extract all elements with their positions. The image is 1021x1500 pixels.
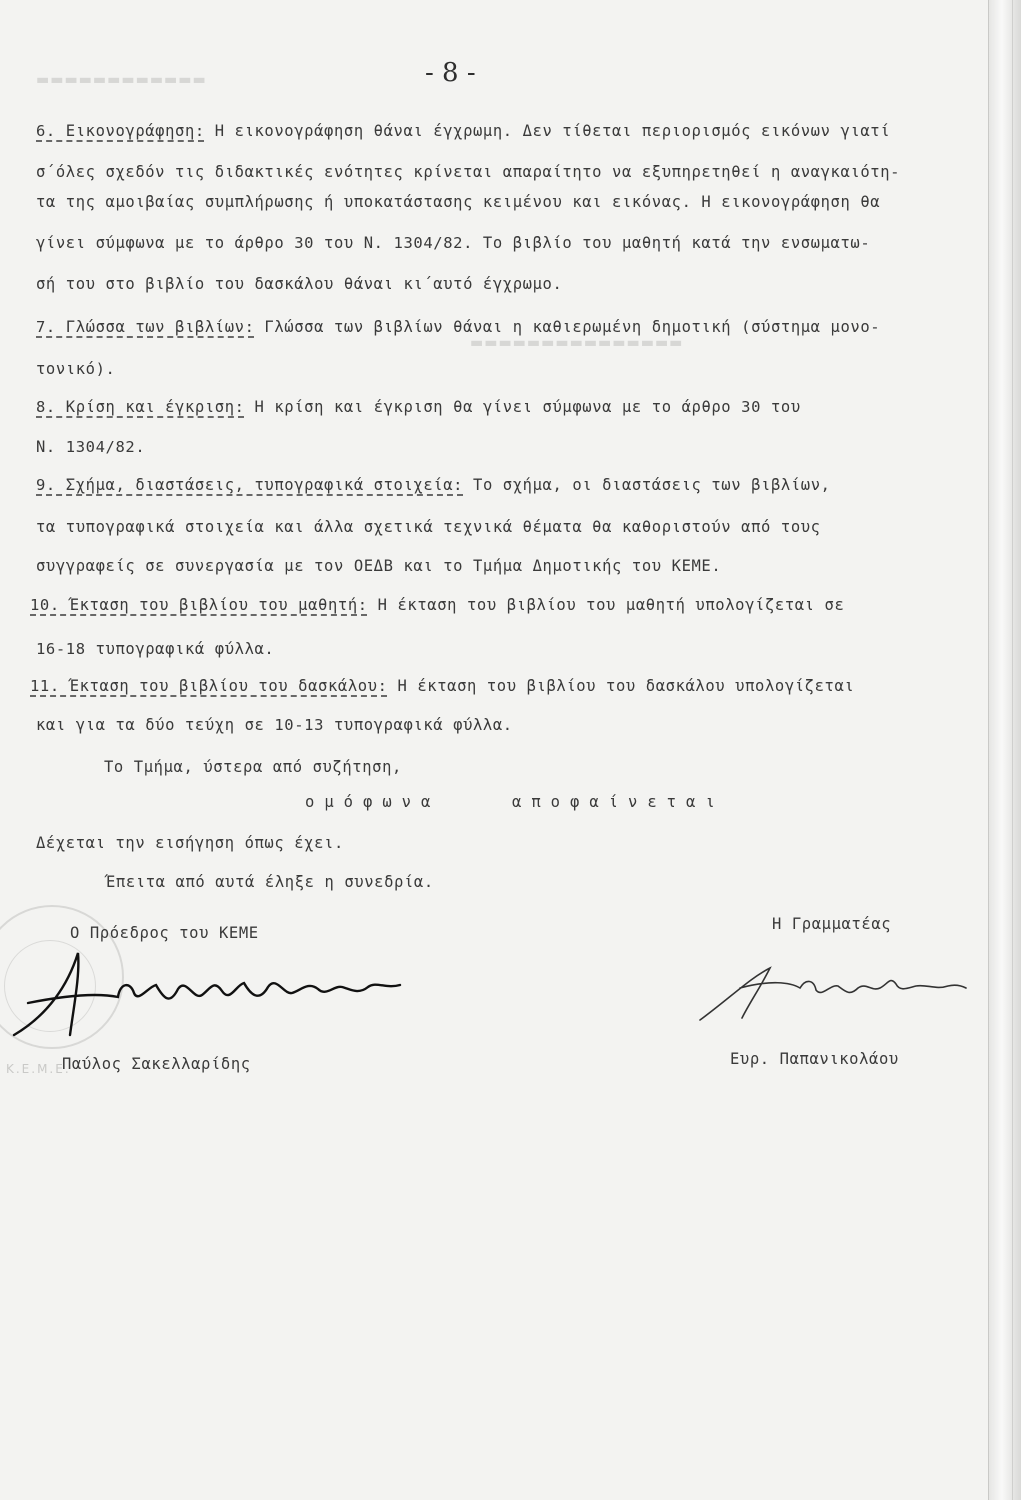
- president-name: Παύλος Σακελλαρίδης: [62, 1055, 251, 1073]
- secretary-signature: [690, 958, 970, 1028]
- line-text: τα της αμοιβαίας συμπλήρωσης ή υποκατάστασης κειμένου και εικόνας. Η εικονογράφηση θα: [36, 193, 881, 211]
- text-line: [36, 398, 801, 416]
- line-text: Η έκταση του βιβλίου του μαθητή υπολογίζεται σε: [367, 596, 845, 614]
- text-line: [30, 596, 844, 614]
- line-text: Η κρίση και έγκριση θα γίνει σύμφωνα με το άρθρο 30 του: [244, 398, 801, 416]
- line-text: Το σχήμα, οι διαστάσεις των βιβλίων,: [463, 476, 831, 494]
- line-text: τονικό).: [36, 360, 116, 378]
- text-line: [36, 557, 721, 575]
- line-text: 16-18 τυπογραφικά φύλλα.: [36, 640, 275, 658]
- line-text: σή του στο βιβλίο του δασκάλου θάναι κι΄αυτό έγχρωμο.: [36, 275, 563, 293]
- page-edge: [988, 0, 1021, 1500]
- section-heading: 9. Σχήμα, διαστάσεις, τυπογραφικά στοιχεία:: [36, 476, 464, 494]
- text-line: [36, 476, 831, 494]
- line-text: Ν. 1304/82.: [36, 438, 146, 456]
- line-text: γίνει σύμφωνα με το άρθρο 30 του Ν. 1304/82. Το βιβλίο του μαθητή κατά την ενσωματω-: [36, 234, 871, 252]
- stamp-label: Κ.Ε.Μ.Ε.: [6, 1062, 71, 1076]
- line-text: Η έκταση του βιβλίου του δασκάλου υπολογίζεται: [387, 677, 855, 695]
- text-line: [36, 438, 145, 456]
- line-text: Η εικονογράφηση θάναι έγχρωμη. Δεν τίθεται περιορισμός εικόνων γιατί: [204, 122, 891, 140]
- president-title: Ο Πρόεδρος του ΚΕΜΕ: [70, 924, 259, 942]
- text-line: [36, 163, 900, 181]
- line-text: Γλώσσα των βιβλίων θάναι η καθιερωμένη δημοτική (σύστημα μονο-: [254, 318, 881, 336]
- text-line: [36, 193, 880, 211]
- bleed-through: ▬▬▬▬▬▬▬▬▬▬▬▬: [36, 72, 207, 88]
- text-line: [36, 318, 880, 336]
- text-line: [36, 716, 513, 734]
- line-text: συγγραφείς σε συνεργασία με τον ΟΕΔΒ και το Τμήμα Δημοτικής του ΚΕΜΕ.: [36, 557, 722, 575]
- line-text: και για τα δύο τεύχη σε 10-13 τυπογραφικά φύλλα.: [36, 716, 513, 734]
- text-line: [36, 360, 115, 378]
- decision-word-unanimously: ομόφωνα: [305, 793, 441, 811]
- text-line: [36, 275, 562, 293]
- line-text: τα τυπογραφικά στοιχεία και άλλα σχετικά τεχνικά θέματα θα καθοριστούν από τους: [36, 518, 821, 536]
- discussion-line: Το Τμήμα, ύστερα από συζήτηση,: [104, 758, 402, 776]
- decision-word-decides: αποφαίνεται: [512, 793, 725, 811]
- accepts-line: Δέχεται την εισήγηση όπως έχει.: [36, 834, 344, 852]
- text-line: [36, 518, 821, 536]
- text-line: [36, 122, 890, 140]
- text-line: [36, 640, 274, 658]
- secretary-title: Η Γραμματέας: [772, 915, 892, 933]
- document-page: ▬▬▬▬▬▬▬▬▬▬▬▬ ▬▬▬▬▬▬▬▬▬▬▬▬▬▬▬ - 8 - 6. Εικονογράφηση: Η εικονογράφηση θάναι έγχρωμη. Δεν τίθεται περιορισμός εικόνων γιατί σ΄όλες σχεδόν τις διδακτικές ενότητες κρίνεται απαραίτητο να εξυπηρετηθεί η αναγκαιότη- τα της αμοιβαίας συμπλήρωσης ή υποκατάστασης κειμένου και εικόνας. Η εικονογράφηση θα γίνει σύμφωνα με το άρθρο 30 του Ν. 1304/82. Το βιβλίο του μαθητή κατά την ενσωματω- σή του στο βιβλίο του δασκάλου θάναι κι΄αυτό έγχρωμο. 7. Γλώσσα των βιβλίων: Γλώσσα των βιβλίων θάναι η καθιερωμένη δημοτική (σύστημα μονο- τονικό). 8. Κρίση και έγκριση: Η κρίση και έγκριση θα γίνει σύμφωνα με το άρθρο 30 του Ν. 1304/82. 9. Σχήμα, διαστάσεις, τυπογραφικά στοιχεία: Το σχήμα, οι διαστάσεις των βιβλίων, τα τυπογραφικά στοιχεία και άλλα σχετικά τεχνικά θέματα θα καθοριστούν από τους συγγραφείς σε συνεργασία με τον ΟΕΔΒ και το Τμήμα Δημοτικής του ΚΕΜΕ. 10. Έκταση του βιβλίου του μαθητή: Η έκταση του βιβλίου του μαθητή υπολογίζεται σε 16-18 τυπογραφικά φύλλα. 11. Έκταση του βιβλίου του δασκάλου: Η έκταση του βιβλίου του δασκάλου υπολογίζεται και για τα δύο τεύχη σε 10-13 τυπογραφικά φύλλα. Το Τμήμα, ύστερα από συζήτηση, ομόφωνα αποφαίνεται Δέχεται την εισήγηση όπως έχει. Έπειτα από αυτά έληξε η συνεδρία. Κ.Ε.Μ.Ε. Ο Πρόεδρος του ΚΕΜΕ Η Γραμματέας Παύλος Σακελλαρίδης Ευρ. Παπανικολάου: [0, 0, 1021, 1500]
- text-line: [36, 234, 870, 252]
- session-ended-line: Έπειτα από αυτά έληξε η συνεδρία.: [106, 873, 434, 891]
- section-heading: 11. Έκταση του βιβλίου του δασκάλου:: [30, 677, 388, 695]
- section-heading: 10. Έκταση του βιβλίου του μαθητή:: [30, 596, 368, 614]
- page-number: - 8 -: [425, 58, 476, 88]
- section-heading: 6. Εικονογράφηση:: [36, 122, 205, 140]
- secretary-name: Ευρ. Παπανικολάου: [730, 1050, 899, 1068]
- line-text: σ΄όλες σχεδόν τις διδακτικές ενότητες κρίνεται απαραίτητο να εξυπηρετηθεί η αναγκαιότη-: [36, 163, 901, 181]
- section-heading: 7. Γλώσσα των βιβλίων:: [36, 318, 255, 336]
- president-signature: [8, 945, 408, 1045]
- text-line: [30, 677, 854, 695]
- section-heading: 8. Κρίση και έγκριση:: [36, 398, 245, 416]
